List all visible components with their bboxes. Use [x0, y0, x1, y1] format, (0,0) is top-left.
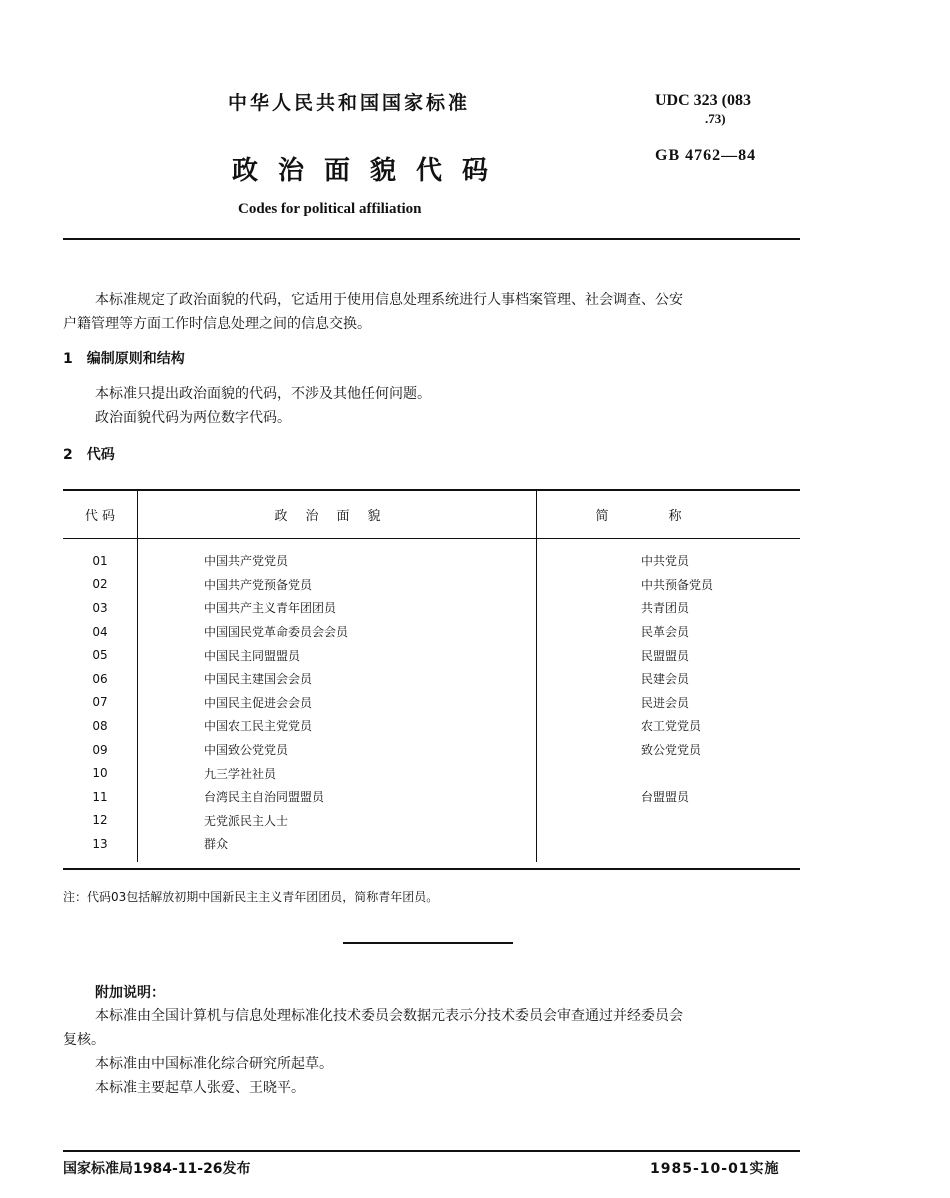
table-row: [63, 539, 800, 573]
row-affiliation: 群众: [138, 832, 537, 862]
row-affiliation: 中国民主建国会会员: [138, 667, 537, 691]
row-affiliation: 中国民主促进会会员: [138, 691, 537, 715]
row-affiliation: 中国共产党党员: [138, 539, 537, 573]
row-affiliation: 台湾民主自治同盟盟员: [138, 785, 537, 809]
column-header-code: 代 码: [63, 490, 138, 539]
row-abbreviation: 农工党党员: [641, 719, 702, 734]
row-abbreviation: 致公党党员: [641, 743, 702, 758]
intro-line-1: 本标准规定了政治面貌的代码，它适用于使用信息处理系统进行人事档案管理、社会调查、公安: [95, 292, 683, 308]
codes-table: [63, 490, 800, 862]
header-rule: [63, 238, 800, 240]
row-abbreviation: [537, 809, 801, 833]
table-row: [63, 809, 800, 833]
row-abbreviation: 中共预备党员: [641, 577, 714, 592]
row-code: 10: [63, 761, 138, 785]
table-row: [63, 643, 800, 667]
section-1-para-1: 本标准只提出政治面貌的代码，不涉及其他任何问题。: [95, 386, 431, 402]
row-abbreviation: [537, 761, 801, 785]
issuing-org-title: 中华人民共和国国家标准: [228, 92, 471, 114]
row-affiliation: 中国共产主义青年团团员: [138, 596, 537, 620]
row-code: 09: [63, 738, 138, 762]
table-row: [63, 832, 800, 862]
effective-date: 1985-10-01实施: [650, 1161, 780, 1177]
table-row: [63, 620, 800, 644]
row-code: 05: [63, 643, 138, 667]
table-row: [63, 785, 800, 809]
row-code: 04: [63, 620, 138, 644]
table-header-row: [63, 490, 800, 539]
addendum-line-1: 本标准由全国计算机与信息处理标准化技术委员会数据元表示分技术委员会审查通过并经委员会: [95, 1008, 683, 1024]
table-row: [63, 667, 800, 691]
row-abbreviation: [537, 832, 801, 862]
footer-rule: [63, 1150, 800, 1152]
table-row: [63, 714, 800, 738]
row-abbreviation: 中共党员: [641, 554, 690, 569]
row-affiliation: 中国民主同盟盟员: [138, 643, 537, 667]
table-note: 注：代码03包括解放初期中国新民主主义青年团团员，简称青年团员。: [63, 890, 439, 904]
row-code: 07: [63, 691, 138, 715]
row-abbreviation: 民进会员: [641, 695, 690, 710]
standard-title: 政治面貌代码: [232, 156, 509, 186]
row-abbreviation: 台盟盟员: [641, 790, 690, 805]
row-code: 13: [63, 832, 138, 862]
row-affiliation: 中国国民党革命委员会会员: [138, 620, 537, 644]
table-row: [63, 738, 800, 762]
column-header-abbreviation: 简称: [537, 490, 801, 539]
udc-code: UDC 323 (083: [655, 92, 751, 109]
table-bottom-rule: [63, 868, 800, 870]
addendum-line-3: 本标准由中国标准化综合研究所起草。: [95, 1056, 333, 1072]
gb-number: GB 4762—84: [655, 147, 757, 164]
addendum-line-2: 复核。: [63, 1032, 105, 1048]
row-code: 06: [63, 667, 138, 691]
standard-title-english: Codes for political affiliation: [238, 201, 422, 217]
row-abbreviation: 民建会员: [641, 672, 690, 687]
addendum-heading: 附加说明：: [95, 985, 165, 1001]
table-row: [63, 596, 800, 620]
row-affiliation: 无党派民主人士: [138, 809, 537, 833]
row-abbreviation: 民盟盟员: [641, 648, 690, 663]
row-code: 11: [63, 785, 138, 809]
section-1-heading: 1 编制原则和结构: [63, 351, 185, 367]
addendum-line-4: 本标准主要起草人张爱、王晓平。: [95, 1080, 305, 1096]
row-abbreviation: 共青团员: [641, 601, 690, 616]
row-affiliation: 中国共产党预备党员: [138, 573, 537, 597]
row-code: 12: [63, 809, 138, 833]
issue-date: 国家标准局1984-11-26发布: [63, 1161, 251, 1177]
row-affiliation: 九三学社社员: [138, 761, 537, 785]
section-1-para-2: 政治面貌代码为两位数字代码。: [95, 410, 291, 426]
udc-code-continued: .73): [705, 111, 726, 126]
row-code: 02: [63, 573, 138, 597]
row-code: 08: [63, 714, 138, 738]
row-code: 01: [63, 539, 138, 573]
end-of-text-rule: [343, 942, 513, 944]
row-code: 03: [63, 596, 138, 620]
table-row: [63, 573, 800, 597]
table-row: [63, 691, 800, 715]
row-affiliation: 中国致公党党员: [138, 738, 537, 762]
column-header-affiliation: 政治面貌: [138, 490, 537, 539]
row-abbreviation: 民革会员: [641, 625, 690, 640]
section-2-heading: 2 代码: [63, 447, 115, 463]
row-affiliation: 中国农工民主党党员: [138, 714, 537, 738]
table-row: [63, 761, 800, 785]
intro-line-2: 户籍管理等方面工作时信息处理之间的信息交换。: [63, 316, 371, 332]
